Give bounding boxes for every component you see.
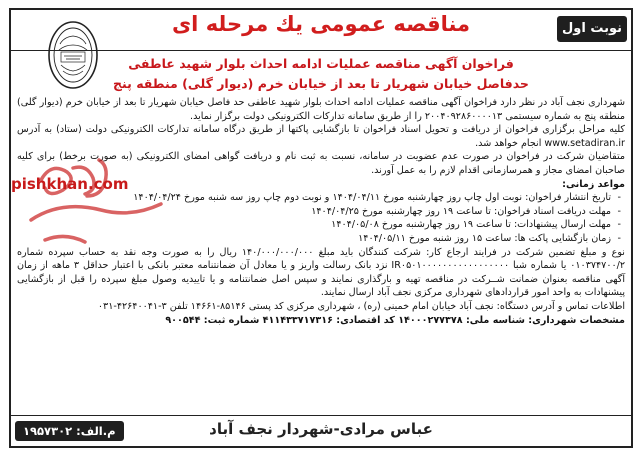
municipality-specs: مشخصات شهرداری: شناسه ملی: ۱۴۰۰۰۲۷۷۳۷۸ کد اقتصادی: ۴۱۱۴۳۳۷۱۷۳۱۶ شماره ثبت: ۹۰۰۵۴۴ <box>165 314 625 326</box>
intro-paragraph: شهرداری نجف آباد در نظر دارد فراخوان آگهی مناقصه عملیات ادامه احداث بلوار شهید عاطفی حد فاصل خیابان شهریار تا بعد از خیابان خرم (دیوار گلی) منطقه پنج به شماره سیستمی ۲۰۰۴۰۹۲۸۶۰۰۰۰۱۳ را از طریق سامانه تدارکات الکترونیکی دولت برگزار نماید. <box>17 97 625 122</box>
municipality-logo-icon <box>47 20 99 90</box>
bidders-paragraph: متقاضیان شرکت در فراخوان در صورت عدم عضویت در سامانه، نسبت به ثبت نام و دریافت گواهی امضای الکترونیکی (به صورت برخط) برای کلیه صاحبان امضای مجاز و همرسازمانی اقدام لازم را به عمل آورند. <box>17 151 625 176</box>
ad-body <box>17 96 625 327</box>
header-band <box>11 10 631 51</box>
dates-list <box>17 191 625 245</box>
watermark-site-text: pishkhan.com <box>11 175 129 193</box>
subtitle-line-2: حدفاصل خیابان شهریار تا بعد از خیابان خرم (دیوار گلی) منطقه پنج <box>113 76 529 91</box>
footer-band <box>11 415 631 446</box>
subtitle-line-1: فراخوان آگهی مناقصه عملیات ادامه احداث بلوار شهید عاطفی <box>128 56 514 71</box>
contact-paragraph: اطلاعات تماس و آدرس دستگاه: نجف آباد خیابان امام خمینی (ره) ، شهرداری مرکزی کد پستی ۸۵۱۴۶-۱۴۶۶۱ تلفن ۳-۴۲۶۴۰۰۴۱-۰۳۱ <box>97 300 625 312</box>
date-item-documents: - مهلت دریافت اسناد فراخوان: تا ساعت ۱۹ روز چهارشنبه مورخ ۱۴۰۴/۰۴/۲۵ <box>17 205 625 219</box>
ad-title: مناقصه عمومی یك مرحله ای <box>171 12 471 36</box>
ad-frame <box>9 8 633 448</box>
ad-code-badge: م.الف: ۱۹۵۷۳۰۲ <box>15 421 124 441</box>
process-paragraph: کلیه مراحل برگزاری فراخوان از دریافت و تحویل اسناد فراخوان تا بازگشایی پاکتها از طریق درگاه سامانه تدارکات الکترونیکی دولت (ستاد) به آدرس www.setadiran.ir انجام خواهد شد. <box>17 124 625 149</box>
date-item-opening: - زمان بازگشایی پاکت ها: ساعت ۱۵ روز شنبه مورخ ۱۴۰۴/۰۵/۱۱ <box>17 232 625 246</box>
edition-badge: نوبت اول <box>557 16 627 42</box>
signature-line: عباس مرادی-شهردار نجف آباد <box>209 420 433 438</box>
guarantee-paragraph: نوع و مبلغ تضمین شرکت در فرایند ارجاع کار: شرکت کنندگان باید مبلغ ۱۴۰/۰۰۰/۰۰۰/۰۰۰ ریال را به صورت وجه نقد به حساب سپرده شماره ۰۱۰۳۷۴۷۰۰/۲ یا شماره شبا IR۰۵۰۱۰۰۰۰۰۰۰۰۰۰۰۰۰۰۰۰۰ نزد بانک رسالت واریز و یا معادل آن ضمانتنامه معتبر بانکی با اعتبار حداقل ۳ ماهه از زمان آگهی مناقصه بعنوان ضمانت شــرکت در مناقصه تهیه و بارگذاری نمایند و سپس اصل ضمانتنامه و یا تاییدیه وصول مبلغ سپرده را قبل از بازگشایی پیشنهادات به واحد امور قراردادهای شهرداری مرکزی نجف آباد ارسال نمایند. <box>17 246 626 299</box>
dates-heading: مواعد زمانی: <box>562 178 625 190</box>
date-item-publication: - تاریخ انتشار فراخوان: نوبت اول چاپ روز چهارشنبه مورخ ۱۴۰۴/۰۴/۱۱ و نوبت دوم چاپ روز سه شنبه مورخ ۱۴۰۴/۰۴/۲۴ <box>17 191 625 205</box>
date-item-submission: - مهلت ارسال پیشنهادات: تا ساعت ۱۹ روز چهارشنبه مورخ ۱۴۰۴/۰۵/۰۸ <box>17 218 625 232</box>
